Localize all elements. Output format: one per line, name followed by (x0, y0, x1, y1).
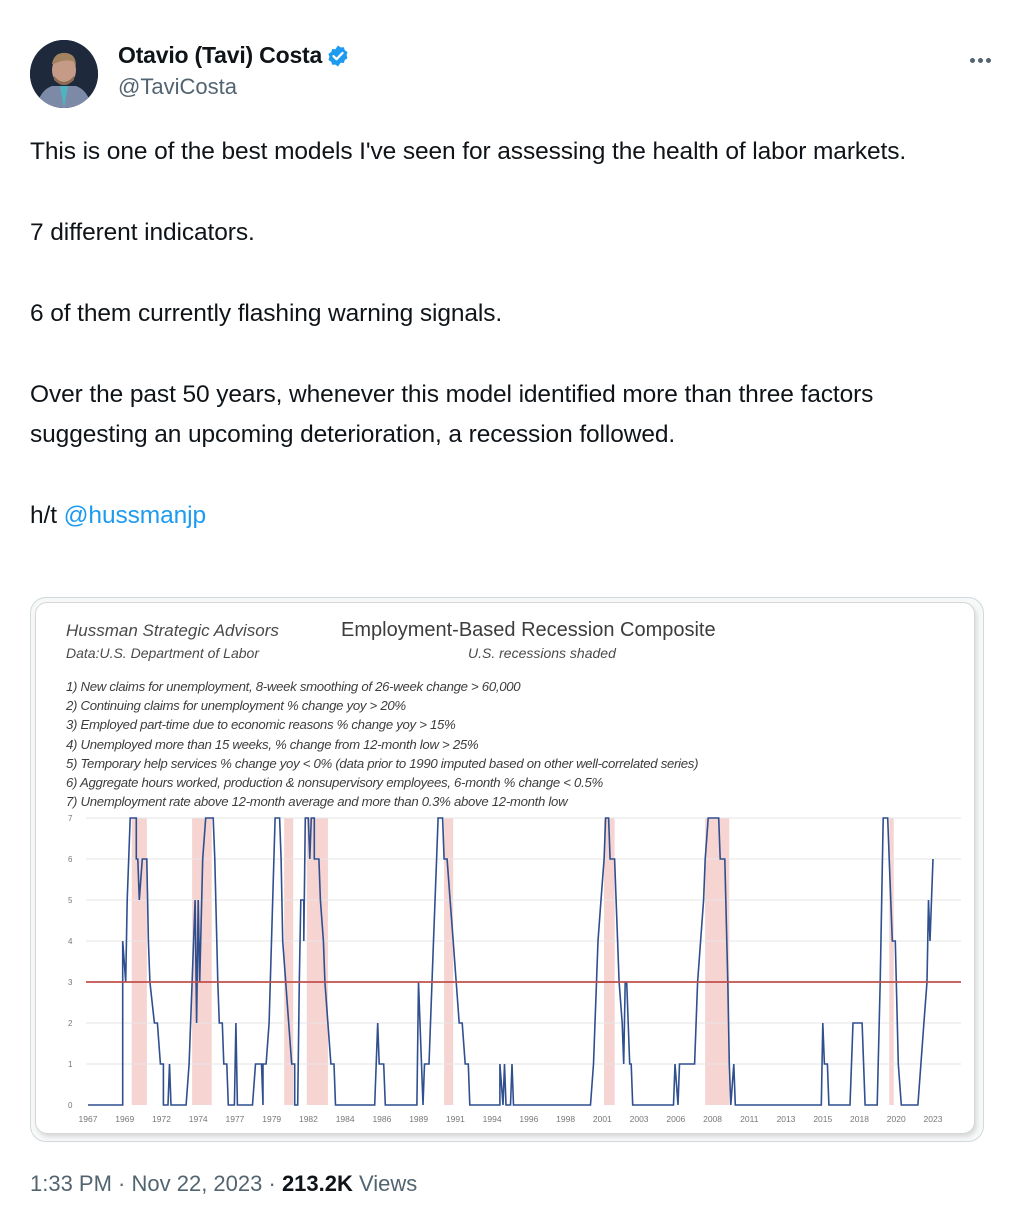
composite-line (88, 818, 933, 1105)
x-tick-label: 2020 (886, 1114, 906, 1124)
x-tick-label: 2006 (666, 1114, 686, 1124)
x-tick-label: 2013 (776, 1114, 796, 1124)
x-tick-label: 1969 (115, 1114, 135, 1124)
legend-item: 3) Employed part-time due to economic reasons % change yoy > 15% (66, 717, 456, 733)
ellipsis-icon (970, 58, 975, 63)
y-tick-label: 5 (68, 896, 73, 905)
author-name[interactable]: Otavio (Tavi) Costa (118, 42, 323, 68)
x-tick-label: 1977 (225, 1114, 245, 1124)
tweet-media-image[interactable] (30, 597, 984, 1142)
tweet-header (30, 40, 1000, 110)
x-tick-label: 1967 (78, 1114, 98, 1124)
x-tick-label: 1982 (298, 1114, 318, 1124)
legend-item: 1) New claims for unemployment, 8-week smoothing of 26-week change > 60,000 (66, 679, 521, 694)
tweet-paragraph: 6 of them currently flashing warning signals. (30, 300, 503, 327)
chart-card (35, 602, 975, 1134)
separator: · (262, 1171, 282, 1196)
views-label: Views (352, 1171, 418, 1196)
hat-tip-prefix: h/t (30, 502, 64, 529)
author-block (118, 42, 350, 100)
more-options-button[interactable] (960, 50, 1000, 70)
legend-item: 4) Unemployed more than 15 weeks, % change from 12-month low > 25% (66, 736, 479, 752)
tweet-paragraph: 7 different indicators. (30, 219, 255, 246)
tweet-date[interactable]: Nov 22, 2023 (131, 1171, 263, 1196)
avatar[interactable] (30, 40, 98, 108)
x-tick-label: 2018 (850, 1114, 869, 1124)
y-tick-label: 3 (68, 978, 73, 987)
tweet-footer (30, 1171, 417, 1197)
avatar-portrait-icon (30, 40, 98, 108)
recession-band (444, 818, 453, 1105)
y-tick-label: 7 (68, 814, 73, 823)
hat-tip-line (30, 496, 990, 536)
x-tick-label: 1989 (409, 1114, 429, 1124)
x-tick-label: 2008 (703, 1114, 723, 1124)
x-tick-label: 1974 (188, 1114, 208, 1124)
separator: · (111, 1171, 132, 1196)
recession-band (132, 818, 147, 1105)
chart-data-source: Data:U.S. Department of Labor (66, 645, 259, 661)
x-tick-label: 2015 (813, 1114, 833, 1124)
ellipsis-icon (978, 58, 983, 63)
y-tick-label: 2 (68, 1019, 73, 1028)
x-tick-label: 2023 (923, 1114, 943, 1124)
x-tick-label: 1991 (445, 1114, 465, 1124)
mention-link[interactable]: @hussmanjp (63, 502, 207, 529)
x-tick-label: 2011 (740, 1114, 759, 1124)
y-tick-label: 1 (68, 1060, 73, 1069)
tweet-time[interactable]: 1:33 PM (30, 1171, 112, 1196)
y-tick-label: 6 (68, 855, 73, 864)
x-tick-label: 1979 (262, 1114, 282, 1124)
author-handle[interactable]: @TaviCosta (118, 74, 237, 99)
x-tick-label: 1994 (482, 1114, 502, 1124)
legend-item: 2) Continuing claims for unemployment % change yoy > 20% (66, 698, 406, 714)
y-tick-label: 0 (68, 1101, 73, 1110)
chart-plot-area (36, 603, 974, 1133)
legend-item: 5) Temporary help services % change yoy < 0% (data prior to 1990 imputed based on other well-correlated series) (66, 755, 699, 771)
recession-band (705, 818, 729, 1105)
recession-band (604, 818, 615, 1105)
tweet-body (30, 132, 990, 577)
chart-subtitle: U.S. recessions shaded (468, 645, 616, 661)
x-tick-label: 1984 (335, 1114, 355, 1124)
y-tick-label: 4 (68, 937, 73, 946)
chart-source: Hussman Strategic Advisors (66, 621, 279, 640)
legend-item: 7) Unemployment rate above 12-month average and more than 0.3% above 12-month low (66, 794, 568, 810)
verified-badge-icon[interactable] (326, 44, 350, 68)
x-tick-label: 2001 (592, 1114, 612, 1124)
tweet-paragraph: This is one of the best models I've seen for assessing the health of labor markets. (30, 138, 907, 165)
x-tick-label: 2003 (629, 1114, 649, 1124)
x-tick-label: 1996 (519, 1114, 539, 1124)
legend-item: 6) Aggregate hours worked, production & nonsupervisory employees, 6-month % change < 0.5% (66, 775, 603, 791)
chart-title: Employment-Based Recession Composite (341, 619, 716, 641)
tweet-paragraph: Over the past 50 years, whenever this model identified more than three factors suggesting an upcoming deterioration, a recession followed. (30, 381, 874, 448)
ellipsis-icon (986, 58, 991, 63)
x-tick-label: 1998 (556, 1114, 576, 1124)
x-tick-label: 1972 (152, 1114, 171, 1124)
views-count: 213.2K (281, 1171, 353, 1196)
x-tick-label: 1986 (372, 1114, 392, 1124)
